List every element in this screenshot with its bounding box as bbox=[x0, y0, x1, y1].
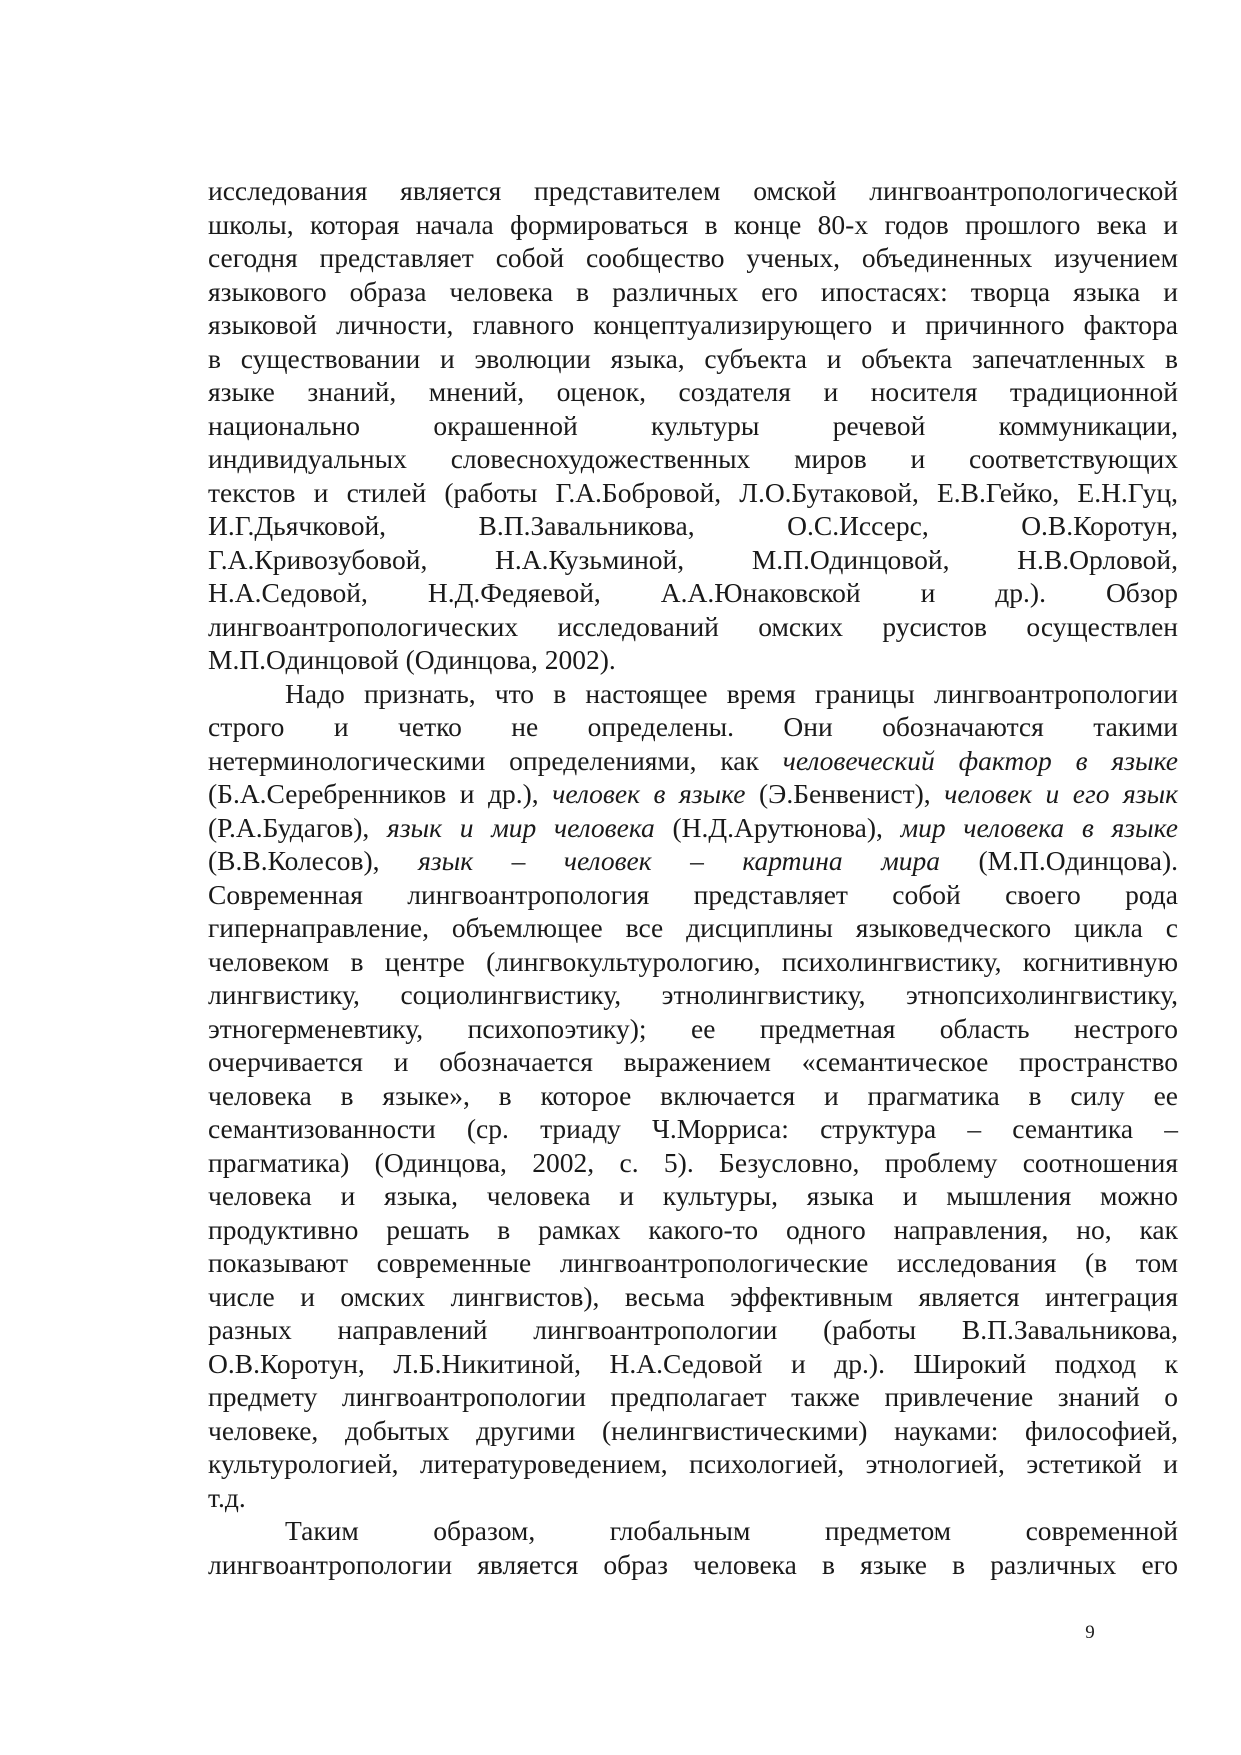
paragraph-2 bbox=[208, 677, 1178, 1515]
text-line bbox=[208, 811, 1178, 845]
text-run: (Р.А.Будагов), bbox=[208, 811, 388, 843]
text-line: гипернаправление, объемлющее все дисциплины языковедческого цикла с bbox=[208, 912, 1178, 943]
text-line: национально окрашенной культуры речевой коммуникации, bbox=[208, 409, 1178, 441]
text-line: семантизованности (ср. триаду Ч.Морриса: структура – семантика – bbox=[208, 1113, 1178, 1144]
text-line: Н.А.Седовой, Н.Д.Федяевой, А.А.Юнаковской и др.). Обзор bbox=[208, 577, 1178, 608]
text-line: Надо признать, что в настоящее время границы лингвоантропологии bbox=[285, 677, 1178, 709]
text-line: человеке, добытых другими (нелингвистическими) науками: философией, bbox=[208, 1414, 1178, 1446]
text-line: языке знаний, мнений, оценок, создателя и носителя традиционной bbox=[208, 376, 1178, 407]
italic-term: язык и мир человека bbox=[387, 811, 655, 843]
italic-term: человеческий фактор в языке bbox=[782, 744, 1178, 776]
page-body bbox=[208, 174, 1178, 1581]
text-line: человека и языка, человека и культуры, языка и мышления можно bbox=[208, 1180, 1178, 1211]
text-line: Современная лингвоантропология представляет собой своего рода bbox=[208, 878, 1178, 910]
page-number: 9 bbox=[1085, 1622, 1095, 1643]
text-line: в существовании и эволюции языка, субъекта и объекта запечатленных в bbox=[208, 342, 1178, 374]
text-line: лингвистику, социолингвистику, этнолингвистику, этнопсихолингвистику, bbox=[208, 979, 1178, 1010]
text-line: исследования является представителем омской лингвоантропологической bbox=[208, 175, 1178, 206]
text-line: языкового образа человека в различных его ипостасях: творца языка и bbox=[208, 275, 1178, 307]
text-line bbox=[208, 777, 1178, 811]
text-line bbox=[208, 844, 1178, 878]
text-line bbox=[208, 744, 1178, 778]
text-line: лингвоантропологических исследований омских русистов осуществлен bbox=[208, 610, 1178, 642]
text-line: индивидуальных словеснохудожественных миров и соответствующих bbox=[208, 443, 1178, 474]
text-line: Таким образом, глобальным предметом современной bbox=[285, 1515, 1178, 1546]
text-line: строго и четко не определены. Они обозначаются такими bbox=[208, 711, 1178, 742]
text-line: этногерменевтику, психопоэтику); ее предметная область нестрого bbox=[208, 1012, 1178, 1044]
text-line: текстов и стилей (работы Г.А.Бобровой, Л.О.Бутаковой, Е.В.Гейко, Е.Н.Гуц, bbox=[208, 476, 1178, 508]
text-line: лингвоантропологии является образ человека в языке в различных его bbox=[208, 1548, 1178, 1580]
paragraph-3 bbox=[208, 1514, 1178, 1581]
text-line: продуктивно решать в рамках какого-то одного направления, но, как bbox=[208, 1213, 1178, 1245]
text-line: очерчивается и обозначается выражением «семантическое пространство bbox=[208, 1046, 1178, 1077]
italic-term: язык – человек – картина мира bbox=[418, 845, 940, 876]
text-line: культурологией, литературоведением, психологией, этнологией, эстетикой и bbox=[208, 1448, 1178, 1479]
text-line: человеком в центре (лингвокультурологию, психолингвистику, когнитивную bbox=[208, 945, 1178, 977]
text-line: показывают современные лингвоантропологические исследования (в том bbox=[208, 1247, 1178, 1278]
text-line: И.Г.Дьячковой, В.П.Завальникова, О.С.Иссерс, О.В.Коротун, bbox=[208, 510, 1178, 541]
text-line: школы, которая начала формироваться в конце 80-х годов прошлого века и bbox=[208, 208, 1178, 240]
text-line: предмету лингвоантропологии предполагает также привлечение знаний о bbox=[208, 1381, 1178, 1412]
text-line: М.П.Одинцовой (Одинцова, 2002). bbox=[208, 644, 616, 675]
italic-term: мир человека в языке bbox=[900, 811, 1179, 843]
text-line: сегодня представляет собой сообщество ученых, объединенных изучением bbox=[208, 242, 1178, 273]
text-line: языковой личности, главного концептуализирующего и причинного фактора bbox=[208, 309, 1178, 340]
text-run: (Н.Д.Арутюнова), bbox=[654, 811, 901, 843]
italic-term: человек и его язык bbox=[944, 778, 1178, 809]
paragraph-1 bbox=[208, 174, 1178, 677]
text-line: прагматика) (Одинцова, 2002, с. 5). Безусловно, проблему соотношения bbox=[208, 1146, 1178, 1178]
text-run: (В.В.Колесов), bbox=[208, 845, 419, 876]
text-run: (М.П.Одинцова). bbox=[940, 845, 1178, 876]
text-line: разных направлений лингвоантропологии (работы В.П.Завальникова, bbox=[208, 1314, 1178, 1345]
text-line: человека в языке», в которое включается и прагматика в силу ее bbox=[208, 1079, 1178, 1111]
text-run: нетерминологическими определениями, как bbox=[208, 744, 783, 776]
text-line: числе и омских лингвистов), весьма эффективным является интеграция bbox=[208, 1280, 1178, 1312]
text-line: т.д. bbox=[208, 1481, 246, 1513]
text-line: О.В.Коротун, Л.Б.Никитиной, Н.А.Седовой и др.). Широкий подход к bbox=[208, 1347, 1178, 1379]
italic-term: человек в языке bbox=[552, 778, 746, 809]
text-run: (Э.Бенвенист), bbox=[745, 778, 945, 809]
text-line: Г.А.Кривозубовой, Н.А.Кузьминой, М.П.Одинцовой, Н.В.Орловой, bbox=[208, 543, 1178, 575]
text-run: (Б.А.Серебренников и др.), bbox=[208, 778, 553, 809]
